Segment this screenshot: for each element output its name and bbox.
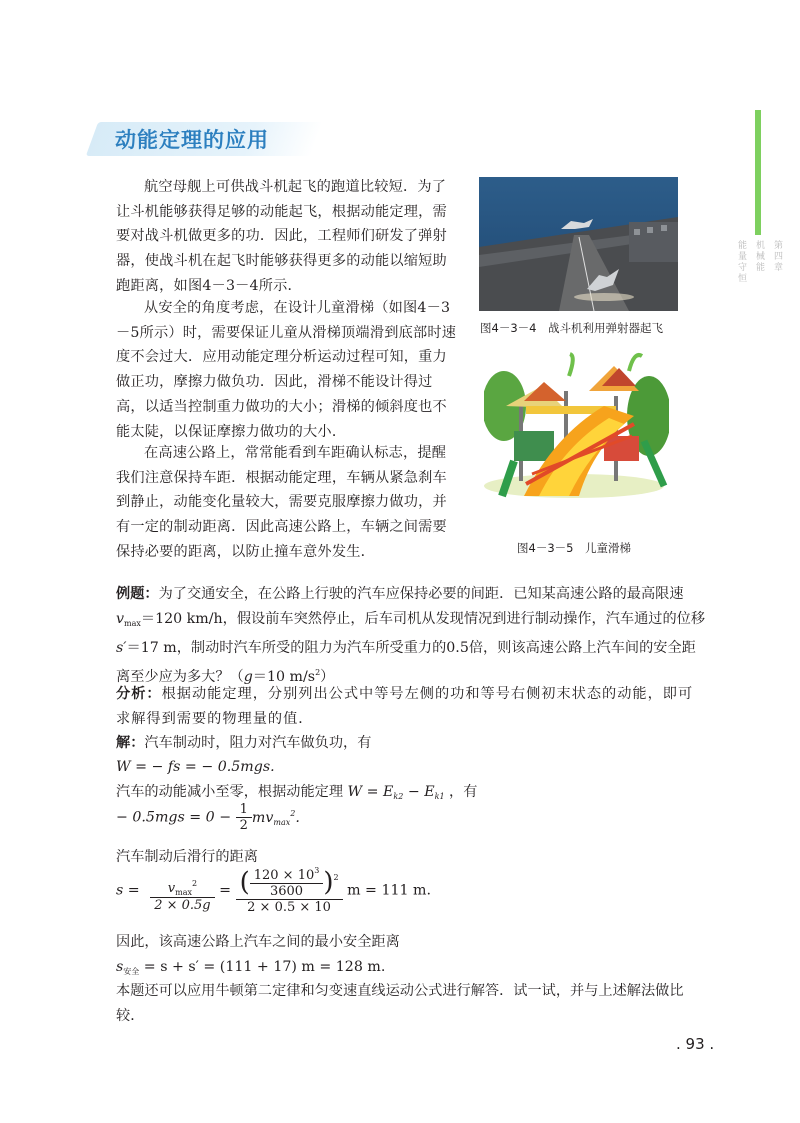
- vmax-sub: max: [124, 618, 141, 628]
- equation-1: W = − fs = − 0.5mgs.: [116, 759, 275, 775]
- equation-3: s = $\frac{v_{max}^2}{2 \times 0.5g}$ = ( $\frac{120 \times 10^3}{3600}$ )$^2$ 2 × 0.5 × 10 m = 111 m.: [116, 866, 432, 915]
- equation-4-text: = s + s′ = (111 + 17) m = 128 m.: [143, 959, 386, 975]
- figure-caption-carrier: 图4－3－4 战斗机利用弹射器起飞: [480, 321, 663, 335]
- paragraph-highway: 在高速公路上，常常能看到车距确认标志，提醒我们注意保持车距．根据动能定理，车辆从紧急刹车到静止，动能变化量较大，需要克服摩擦力做功，并有一定的制动距离．因此高速公路上，车辆之间需要保持必要的距离，以防止撞车意外发生．: [116, 445, 447, 560]
- solution-line5: 本题还可以应用牛顿第二定律和匀变速直线运动公式进行解答．试一试，并与上述解法做比较．: [116, 983, 684, 1024]
- paragraph-carrier: 航空母舰上可供战斗机起飞的跑道比较短．为了让斗机能够获得足够的动能起飞，根据动能定理，需要对战斗机做更多的功．因此，工程师们研发了弹射器，使战斗机在起飞时能够获得更多的动能以缩短助跑距离，如图4－3－4所示．: [116, 179, 447, 294]
- side-chapter-marks: [736, 240, 786, 298]
- solution-line4: 因此，该高速公路上汽车之间的最小安全距离: [116, 934, 400, 950]
- theorem-formula: $W = E_{k2} - E_{k1}$: [347, 784, 445, 801]
- example-s: ＝17 m，制动时汽车所受的阻力为汽车所受重力的0.5倍，则该高速公路上汽车间的安全距离至少应为多大？（: [116, 640, 696, 686]
- eq3-result: m = 111 m.: [347, 882, 432, 899]
- analysis-text: 根据动能定理，分别列出公式中等号左侧的功和等号右侧初末状态的动能，即可求解得到需要的物理量的值．: [116, 686, 694, 727]
- eq3-s: s =: [116, 882, 140, 899]
- equation-4: $s_{安全} = s + s' = (111 + 17) m = 128$ m.: [116, 959, 386, 976]
- g-unit-sup: 2: [315, 668, 321, 678]
- equation-2-fraction: [236, 802, 252, 833]
- figure-caption-slide: 图4－3－5 儿童滑梯: [517, 541, 631, 555]
- solution-label: 解：: [116, 735, 145, 751]
- solution-line2-tail: ，有: [449, 784, 478, 800]
- example-g: ＝10 m/s: [252, 669, 316, 686]
- side-mark-chapter: 第四章: [772, 240, 782, 273]
- chapter-color-bar: [755, 110, 761, 235]
- eq3-inner-num-text: 120 × 10: [253, 868, 315, 883]
- equation-2-den: 2: [239, 818, 248, 833]
- section-title: 动能定理的应用: [115, 128, 269, 152]
- equation-2-tail: $mv_{max}^2$.: [251, 808, 300, 827]
- eq3-left-num: $v_{max}^2$: [150, 869, 214, 898]
- analysis-label: 分析：: [116, 686, 162, 702]
- solution-line1: [116, 731, 706, 756]
- eq3-fraction-right: [236, 866, 343, 915]
- equation-2-num: 1: [236, 802, 252, 818]
- eq3-right-den: 2 × 0.5 × 10: [247, 900, 331, 915]
- side-mark-subtopic: 能量守恒: [736, 240, 746, 284]
- s-prime-symbol: s′: [116, 640, 127, 657]
- analysis-block: [116, 682, 706, 731]
- carrier-photo: [479, 177, 678, 311]
- side-mark-topic: 机械能: [754, 240, 764, 273]
- example-text-a: 为了交通安全，在公路上行驶的汽车应保持必要的间距．已知某高速公路的最高限速: [158, 586, 684, 602]
- equation-2-left: − 0.5mgs = 0 −: [116, 809, 232, 826]
- equation-2: [116, 802, 300, 833]
- solution-line1-text: 汽车制动时，阻力对汽车做负功，有: [144, 735, 372, 751]
- paragraph-slide: 从安全的角度考虑，在设计儿童滑梯（如图4－3－5所示）时，需要保证儿童从滑梯顶端滑到底部时速度不会过大．应用动能定理分析运动过程可知，重力做正功，摩擦力做负功．因此，滑梯不能设计得过高，以适当控制重力做功的大小；滑梯的倾斜度也不能太陡，以保证摩擦力做功的大小．: [116, 300, 457, 440]
- solution-line3: 汽车制动后滑行的距离: [116, 849, 258, 865]
- eq3-inner-den: 3600: [269, 884, 304, 899]
- eq3-left-den: 2 × 0.5g: [154, 897, 211, 913]
- example-block: [116, 582, 706, 690]
- example-label: 例题：: [116, 586, 159, 602]
- slide-photo: [484, 346, 669, 501]
- example-vmax: ＝120 km/h，假设前车突然停止，后车司机从发现情况到进行制动操作，汽车通过的位移: [140, 610, 706, 627]
- eq3-right-num: ( $\frac{120 \times 10^3}{3600}$ )$^2$: [236, 866, 343, 900]
- page-number: . 93 .: [676, 1035, 715, 1053]
- vmax-symbol: v: [116, 610, 125, 627]
- eq3-fraction-left: [150, 869, 214, 913]
- g-symbol: g: [243, 669, 253, 686]
- eq3-inner-num: $120 \times 10^3$: [250, 866, 324, 884]
- example-close: ）: [320, 669, 335, 686]
- eq3-inner-fraction: [250, 866, 324, 899]
- equation-4-sub: 安全: [123, 967, 140, 976]
- solution-line2-text: 汽车的动能减小至零，根据动能定理: [116, 784, 344, 800]
